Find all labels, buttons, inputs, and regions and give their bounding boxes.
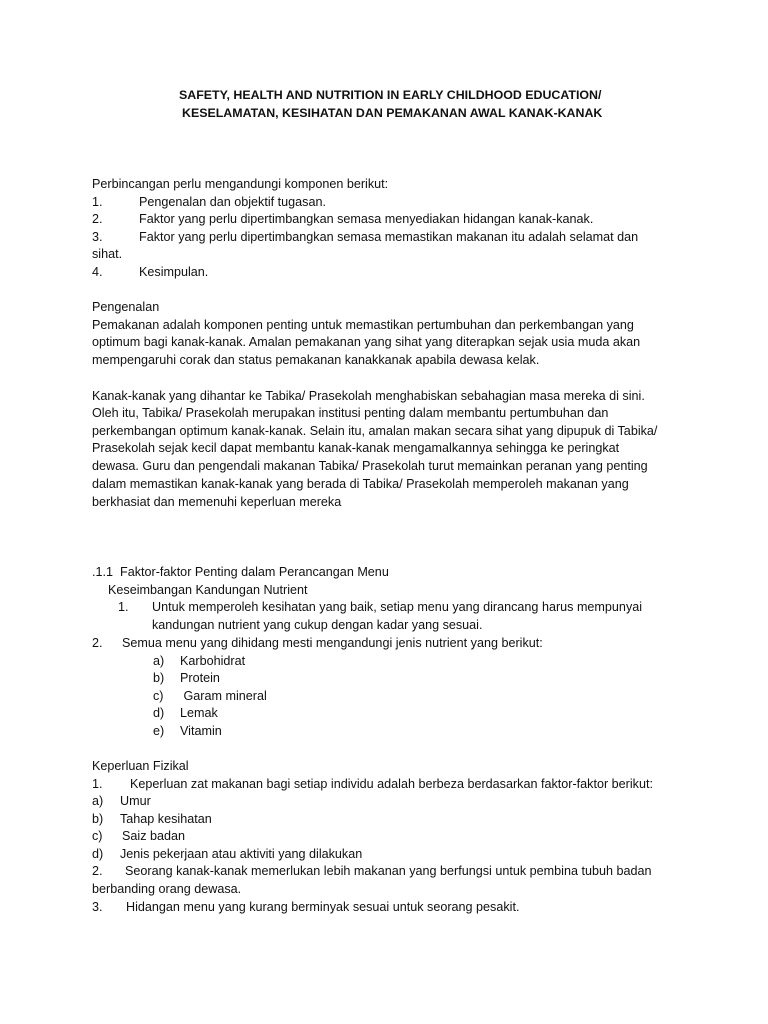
component-text-continuation: sihat. <box>92 247 123 261</box>
pengenalan-paragraph-1-line: mempengaruhi corak dan status pemakanan kanakkanak apabila dewasa kelak. <box>92 353 540 367</box>
document-title-line-1: SAFETY, HEALTH AND NUTRITION IN EARLY CHILDHOOD EDUCATION/ <box>179 88 602 102</box>
pengenalan-paragraph-2-line: perkembangan optimum kanak-kanak. Selain itu, amalan makan secara sihat yang dipupuk di Tabika/ <box>92 424 658 438</box>
list-item-text: Semua menu yang dihidang mesti mengandungi jenis nutrient yang berikut: <box>122 636 543 650</box>
nutrient-label: a) <box>153 654 165 668</box>
list-item-text: Hidangan menu yang kurang berminyak sesuai untuk seorang pesakit. <box>126 900 520 914</box>
nutrient-label: e) <box>153 724 165 738</box>
list-item-text-continuation: kandungan nutrient yang cukup dengan kadar yang sesuai. <box>152 618 483 632</box>
list-item-text: Seorang kanak-kanak memerlukan lebih makanan yang berfungsi untuk pembina tubuh badan <box>125 864 652 878</box>
component-number: 1. <box>92 195 103 209</box>
factor-text: Umur <box>120 794 151 808</box>
pengenalan-paragraph-2-line: dalam memastikan kanak-kanak yang berada di Tabika/ Prasekolah memperoleh makanan yang <box>92 477 629 491</box>
keperluan-fizikal-heading: Keperluan Fizikal <box>92 759 189 773</box>
pengenalan-paragraph-2-line: Oleh itu, Tabika/ Prasekolah merupakan institusi penting dalam membantu pertumbuhan dan <box>92 406 609 420</box>
list-item-number: 1. <box>118 600 129 614</box>
component-number: 3. <box>92 230 103 244</box>
list-item-text: Keperluan zat makanan bagi setiap individu adalah berbeza berdasarkan faktor-faktor berikut: <box>130 777 653 791</box>
component-number: 4. <box>92 265 103 279</box>
pengenalan-paragraph-2-line: berkhasiat dan memenuhi keperluan mereka <box>92 495 342 509</box>
pengenalan-paragraph-2-line: Prasekolah sejak kecil dapat membantu kanak-kanak mengamalkannya sehingga ke peringkat <box>92 441 620 455</box>
section-1-1-subheading: Keseimbangan Kandungan Nutrient <box>108 583 308 597</box>
factor-text: Tahap kesihatan <box>120 812 212 826</box>
nutrient-label: c) <box>153 689 164 703</box>
factor-label: b) <box>92 812 104 826</box>
pengenalan-heading: Pengenalan <box>92 300 160 314</box>
factor-label: d) <box>92 847 104 861</box>
nutrient-label: b) <box>153 671 165 685</box>
pengenalan-paragraph-2-line: dewasa. Guru dan pengendali makanan Tabika/ Prasekolah turut memainkan peranan yang penting <box>92 459 648 473</box>
nutrient-label: d) <box>153 706 165 720</box>
list-item-number: 3. <box>92 900 103 914</box>
list-item-text: Untuk memperoleh kesihatan yang baik, setiap menu yang dirancang harus mempunyai <box>152 600 643 614</box>
list-item-number: 1. <box>92 777 103 791</box>
component-text: Faktor yang perlu dipertimbangkan semasa memastikan makanan itu adalah selamat dan <box>139 230 639 244</box>
nutrient-text: Garam mineral <box>180 689 267 703</box>
component-text: Kesimpulan. <box>139 265 209 279</box>
pengenalan-paragraph-2-line: Kanak-kanak yang dihantar ke Tabika/ Prasekolah menghabiskan sebahagian masa mereka di sini. <box>92 389 645 403</box>
document-title-line-2: KESELAMATAN, KESIHATAN DAN PEMAKANAN AWAL KANAK-KANAK <box>182 106 603 120</box>
component-number: 2. <box>92 212 103 226</box>
nutrient-text: Protein <box>180 671 220 685</box>
nutrient-text: Karbohidrat <box>180 654 246 668</box>
factor-text: Jenis pekerjaan atau aktiviti yang dilakukan <box>120 847 363 861</box>
list-item-number: 2. <box>92 636 103 650</box>
section-1-1-heading: .1.1 Faktor-faktor Penting dalam Perancangan Menu <box>92 565 389 579</box>
nutrient-text: Vitamin <box>180 724 222 738</box>
component-text: Pengenalan dan objektif tugasan. <box>139 195 326 209</box>
pengenalan-paragraph-1-line: Pemakanan adalah komponen penting untuk memastikan pertumbuhan dan perkembangan yang <box>92 318 634 332</box>
factor-text: Saiz badan <box>122 829 186 843</box>
list-item-number: 2. <box>92 864 103 878</box>
factor-label: a) <box>92 794 104 808</box>
list-item-text-continuation: berbanding orang dewasa. <box>92 882 242 896</box>
components-intro: Perbincangan perlu mengandungi komponen berikut: <box>92 177 389 191</box>
pengenalan-paragraph-1-line: optimum bagi kanak-kanak. Amalan pemakanan yang sihat yang diterapkan sejak usia muda akan <box>92 335 641 349</box>
factor-label: c) <box>92 829 103 843</box>
nutrient-text: Lemak <box>180 706 218 720</box>
component-text: Faktor yang perlu dipertimbangkan semasa menyediakan hidangan kanak-kanak. <box>139 212 594 226</box>
